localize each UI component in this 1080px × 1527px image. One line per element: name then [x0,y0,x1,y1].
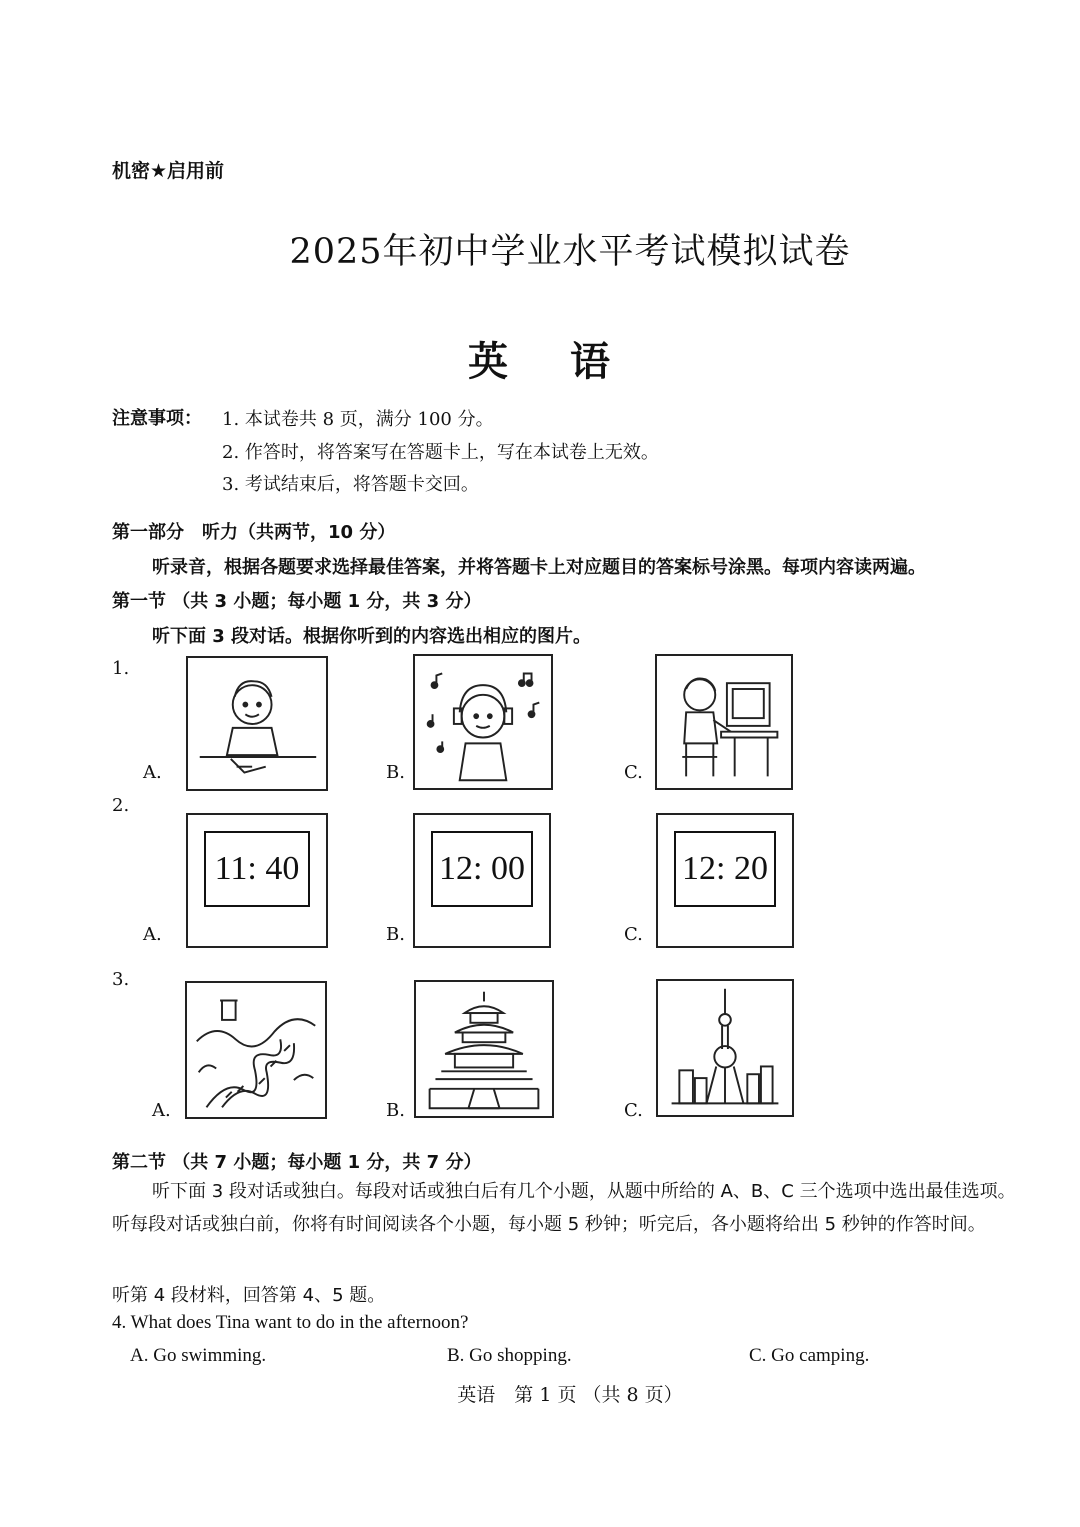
exam-title: 2025年初中学业水平考试模拟试卷 [289,232,851,272]
clock-card [656,813,794,948]
digital-clock-display: 11: 40 [204,831,310,907]
option-a: A. Go swimming. [130,1345,267,1366]
notice-item: 2. 作答时，将答案写在答题卡上，写在本试卷上无效。 [222,442,659,463]
option-label: C. [624,762,643,783]
question-number: 3. [112,969,130,990]
notice-label: 注意事项： [112,408,202,429]
section1-heading: 第一节 （共 3 小题；每小题 1 分，共 3 分） [112,591,482,612]
girl-with-headphones-music-picture [413,654,553,790]
section2-heading: 第二节 （共 7 小题；每小题 1 分，共 7 分） [112,1152,482,1173]
oriental-pearl-tower-picture [656,979,794,1117]
section1-instruction: 听下面 3 段对话。根据你听到的内容选出相应的图片。 [152,626,592,647]
section2-instruction: 听下面 3 段对话或独白。每段对话或独白后有几个小题，从题中所给的 A、B、C 三个选项中选出最佳选项。听每段对话或独白前，你将有时间阅读各个小题，每小题 5 秒钟；听完后，各小题将给出 5 秒钟的作答时间。 [112,1181,1016,1235]
option-label: B. [386,924,405,945]
question-number: 1. [112,658,130,679]
option-label: C. [624,1100,643,1121]
notice-item: 1. 本试卷共 8 页，满分 100 分。 [222,409,494,430]
boy-writing-picture [186,656,328,791]
part1-heading: 第一部分 听力（共两节，10 分） [112,522,396,543]
temple-of-heaven-picture [414,980,554,1118]
option-label: A. [143,924,162,945]
question-number: 2. [112,795,130,816]
option-label: B. [386,1100,405,1121]
question-4-stem: 4. What does Tina want to do in the afternoon? [112,1312,469,1333]
part1-instruction: 听录音，根据各题要求选择最佳答案，并将答题卡上对应题目的答案标号涂黑。每项内容读两遍。 [152,557,926,578]
digital-clock-display: 12: 00 [431,831,533,907]
clock-card [413,813,551,948]
person-at-computer-picture [655,654,793,790]
option-c: C. Go camping. [749,1345,870,1366]
option-label: C. [624,924,643,945]
option-label: B. [386,762,405,783]
confidential-mark: 机密★启用前 [112,160,225,182]
great-wall-picture [185,981,327,1119]
subject-title: 英语 [468,338,672,385]
page-footer: 英语 第 1 页 （共 8 页） [457,1384,683,1406]
option-label: A. [152,1100,171,1121]
option-b: B. Go shopping. [447,1345,572,1366]
material-instruction: 听第 4 段材料，回答第 4、5 题。 [112,1285,386,1306]
option-label: A. [143,762,162,783]
digital-clock-display: 12: 20 [674,831,776,907]
notice-item: 3. 考试结束后，将答题卡交回。 [222,474,479,495]
clock-card [186,813,328,948]
